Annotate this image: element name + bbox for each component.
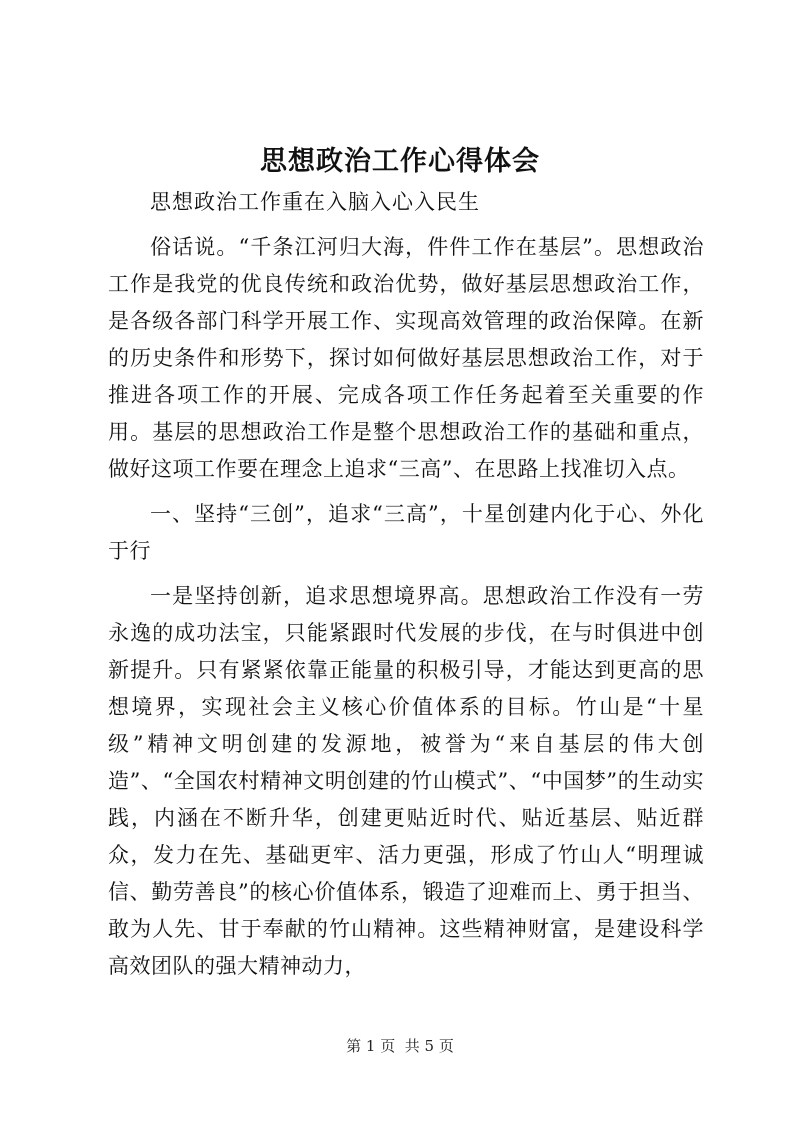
page-footer <box>0 1036 800 1056</box>
paragraph-innovation: 一是坚持创新，追求思想境界高。思想政治工作没有一劳永逸的成功法宝，只能紧跟时代发展的步伐，在与时俱进中创新提升。只有紧紧依靠正能量的积极引导，才能达到更高的思想境界，实现社会主义核心价值体系的目标。竹山是“十星级”精神文明创建的发源地，被誉为“来自基层的伟大创造”、“全国农村精神文明创建的竹山模式”、“中国梦”的生动实践，内涵在不断升华，创建更贴近时代、贴近基层、贴近群众，发力在先、基础更牢、活力更强，形成了竹山人“明理诚信、勤劳善良”的核心价值体系，锻造了迎难而上、勇于担当、敢为人先、甘于奉献的竹山精神。这些精神财富，是建设科学高效团队的强大精神动力， <box>108 584 704 978</box>
document-subtitle: 思想政治工作重在入脑入心入民生 <box>150 190 480 214</box>
paragraph-intro: 俗话说。“千条江河归大海，件件工作在基层”。思想政治工作是我党的优良传统和政治优势，做好基层思想政治工作，是各级各部门科学开展工作、实现高效管理的政治保障。在新的历史条件和形势下，探讨如何做好基层思想政治工作，对于推进各项工作的开展、完成各项工作任务起着至关重要的作用。基层的思想政治工作是整个思想政治工作的基础和重点，做好这项工作要在理念上追求“三高”、在思路上找准切入点。 <box>108 235 704 481</box>
document-title: 思想政治工作心得体会 <box>260 146 540 177</box>
page-number: 第 1 页 共 5 页 <box>346 1037 454 1055</box>
document-body <box>108 184 704 993</box>
section-heading-1: 一、坚持“三创”，追求“三高”，十星创建内化于心、外化于行 <box>108 502 704 563</box>
